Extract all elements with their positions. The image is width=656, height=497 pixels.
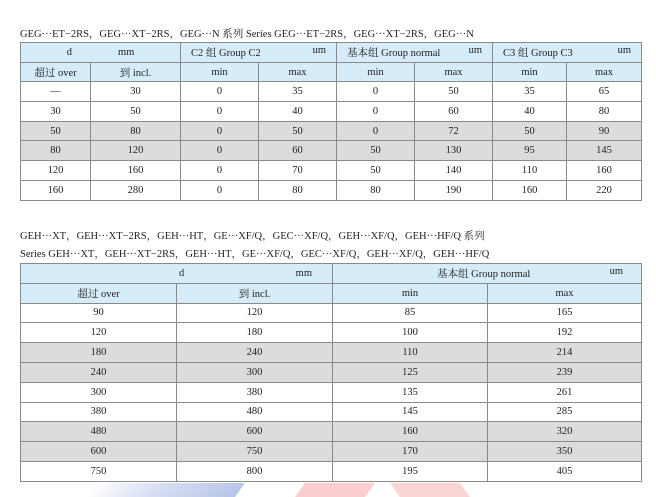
table-cell: 0	[337, 121, 415, 141]
table-cell: 80	[91, 121, 181, 141]
table-cell: 90	[567, 121, 642, 141]
column-header: min	[333, 283, 488, 303]
table-cell: 240	[177, 343, 333, 363]
table2-caption-en: Series GEH···XT，GEH···XT−2RS，GEH···HT，GE···XF/Q，GEC···XF/Q，GEH···XF/Q，GEH···HF/Q	[20, 249, 490, 260]
clearance-table-geh	[20, 263, 642, 482]
watermark-stripe	[85, 483, 245, 497]
group-header-d: d mm	[21, 264, 333, 284]
table-cell: 0	[337, 82, 415, 102]
table-cell: 380	[177, 382, 333, 402]
table-row	[21, 402, 642, 422]
group-header-c2: C2 组 Group C2 um	[181, 43, 337, 63]
table-row	[21, 343, 642, 363]
table-cell: 285	[488, 402, 642, 422]
group-header-normal: 基本组 Group normal um	[337, 43, 493, 63]
column-header: max	[415, 62, 493, 82]
table-cell: 120	[177, 303, 333, 323]
column-header: min	[493, 62, 567, 82]
table-cell: 50	[493, 121, 567, 141]
table-cell: 110	[333, 343, 488, 363]
table-cell: 30	[91, 82, 181, 102]
subheader-row	[21, 283, 642, 303]
table-cell: 95	[493, 141, 567, 161]
table-cell: 120	[21, 161, 91, 181]
table-cell: 145	[567, 141, 642, 161]
column-header: min	[181, 62, 259, 82]
table-cell: 261	[488, 382, 642, 402]
table-cell: 120	[21, 323, 177, 343]
table-cell: 0	[181, 141, 259, 161]
table-cell: 180	[21, 343, 177, 363]
clearance-table-geg	[20, 42, 642, 201]
table-cell: 0	[181, 121, 259, 141]
table-cell: 40	[493, 102, 567, 122]
table-cell: 600	[177, 422, 333, 442]
table-cell: 65	[567, 82, 642, 102]
table-cell: 40	[259, 102, 337, 122]
table-row	[21, 82, 642, 102]
table-cell: 160	[567, 161, 642, 181]
table-cell: 120	[91, 141, 181, 161]
table-row	[21, 303, 642, 323]
table-cell: 214	[488, 343, 642, 363]
table-cell: 480	[21, 422, 177, 442]
table-cell: 130	[415, 141, 493, 161]
table-cell: 50	[337, 141, 415, 161]
table-cell: 85	[333, 303, 488, 323]
table-cell: 0	[181, 102, 259, 122]
table-cell: 192	[488, 323, 642, 343]
table-cell: 0	[181, 82, 259, 102]
table-cell: 480	[177, 402, 333, 422]
table-cell: 300	[177, 362, 333, 382]
table-cell: 190	[415, 180, 493, 200]
table-cell: 405	[488, 461, 642, 481]
table-cell: 280	[91, 180, 181, 200]
table-cell: 135	[333, 382, 488, 402]
table-cell: 750	[177, 442, 333, 462]
table1-caption: GEG···ET−2RS，GEG···XT−2RS，GEG···N 系列 Series GEG···ET−2RS，GEG···XT−2RS，GEG···N	[20, 29, 474, 40]
table-cell: —	[21, 82, 91, 102]
table-cell: 800	[177, 461, 333, 481]
table-cell: 300	[21, 382, 177, 402]
table-row	[21, 102, 642, 122]
table-row	[21, 422, 642, 442]
table-cell: 80	[259, 180, 337, 200]
table-cell: 60	[415, 102, 493, 122]
table-row	[21, 362, 642, 382]
table-row	[21, 121, 642, 141]
group-header-d: d mm	[21, 43, 181, 63]
group-header-normal: 基本组 Group normal um	[333, 264, 642, 284]
column-header: min	[337, 62, 415, 82]
column-header: 超过 over	[21, 283, 177, 303]
table-cell: 160	[333, 422, 488, 442]
column-header: max	[567, 62, 642, 82]
table-cell: 60	[259, 141, 337, 161]
table-cell: 380	[21, 402, 177, 422]
table-cell: 50	[259, 121, 337, 141]
table-row	[21, 461, 642, 481]
table-cell: 110	[493, 161, 567, 181]
group-header-c3: C3 组 Group C3 um	[493, 43, 642, 63]
table-cell: 35	[259, 82, 337, 102]
table-cell: 125	[333, 362, 488, 382]
table-cell: 239	[488, 362, 642, 382]
column-header: max	[488, 283, 642, 303]
table-row	[21, 382, 642, 402]
table-cell: 600	[21, 442, 177, 462]
table-cell: 90	[21, 303, 177, 323]
table-cell: 145	[333, 402, 488, 422]
column-header: max	[259, 62, 337, 82]
table-cell: 195	[333, 461, 488, 481]
subheader-row	[21, 62, 642, 82]
table-cell: 350	[488, 442, 642, 462]
table-cell: 80	[21, 141, 91, 161]
watermark-stripe	[295, 483, 375, 497]
table-cell: 160	[91, 161, 181, 181]
table-cell: 70	[259, 161, 337, 181]
table-cell: 0	[181, 180, 259, 200]
column-header: 超过 over	[21, 62, 91, 82]
table-cell: 165	[488, 303, 642, 323]
table-cell: 140	[415, 161, 493, 181]
column-header: 到 incl.	[91, 62, 181, 82]
table-row	[21, 180, 642, 200]
table-cell: 160	[21, 180, 91, 200]
table-cell: 50	[91, 102, 181, 122]
table-cell: 50	[337, 161, 415, 181]
table-cell: 72	[415, 121, 493, 141]
table-cell: 50	[415, 82, 493, 102]
table-row	[21, 161, 642, 181]
table-cell: 170	[333, 442, 488, 462]
table-cell: 100	[333, 323, 488, 343]
table-cell: 50	[21, 121, 91, 141]
table-row	[21, 141, 642, 161]
table2-caption-cn: GEH···XT，GEH···XT−2RS，GEH···HT，GE···XF/Q，GEC···XF/Q，GEH···XF/Q，GEH···HF/Q 系列	[20, 231, 485, 242]
table-cell: 320	[488, 422, 642, 442]
table-row	[21, 442, 642, 462]
column-header: 到 incl.	[177, 283, 333, 303]
table-cell: 160	[493, 180, 567, 200]
table-cell: 80	[337, 180, 415, 200]
table-cell: 0	[337, 102, 415, 122]
table-cell: 180	[177, 323, 333, 343]
table-cell: 0	[181, 161, 259, 181]
table-cell: 240	[21, 362, 177, 382]
table-cell: 80	[567, 102, 642, 122]
watermark-stripe	[390, 483, 470, 497]
table-cell: 30	[21, 102, 91, 122]
table-cell: 35	[493, 82, 567, 102]
table-cell: 220	[567, 180, 642, 200]
table-row	[21, 323, 642, 343]
table-cell: 750	[21, 461, 177, 481]
